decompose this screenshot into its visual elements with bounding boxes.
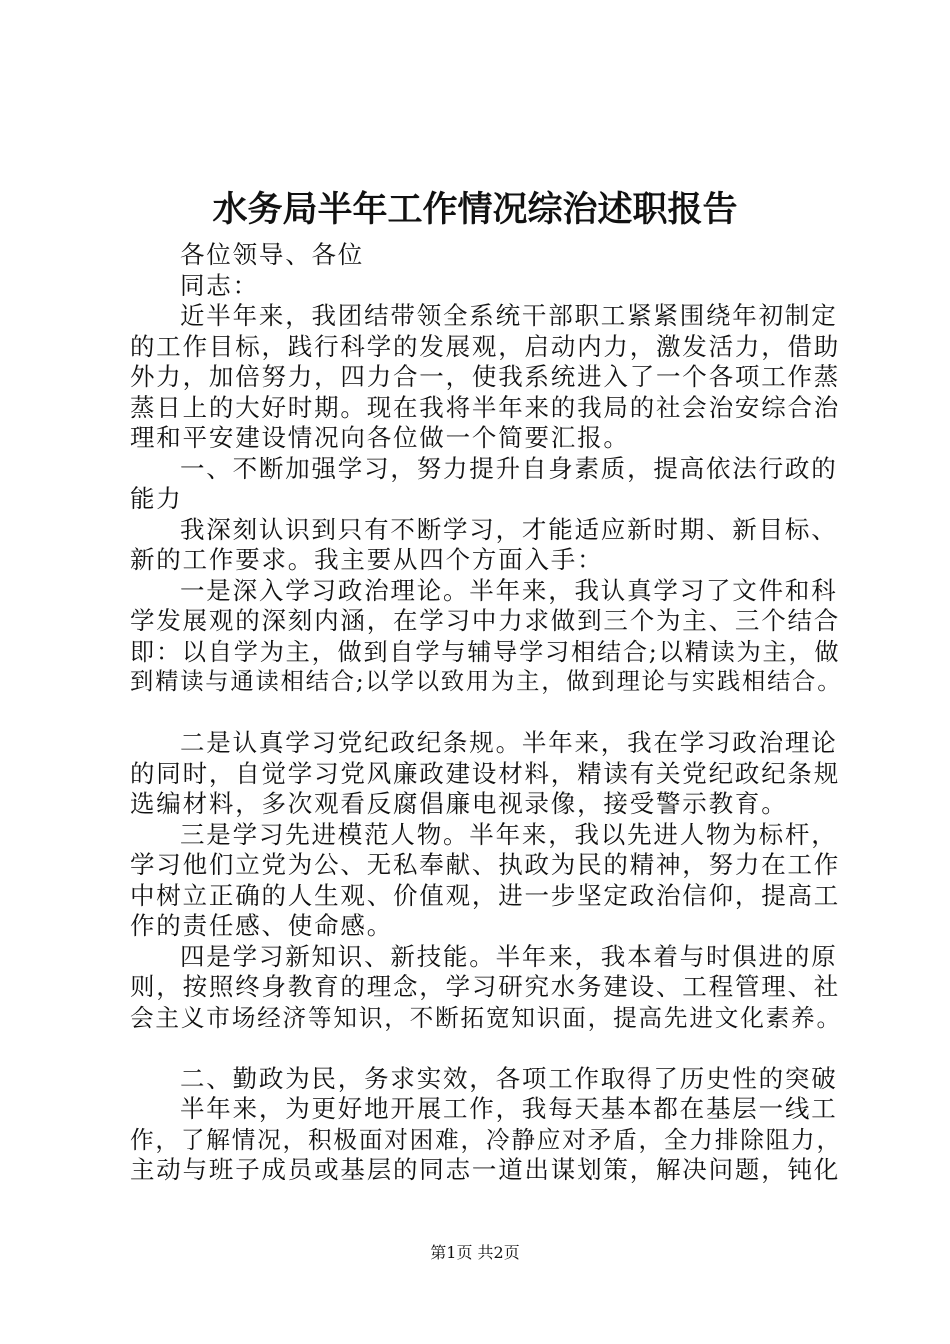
- text-line: 我深刻认识到只有不断学习，才能适应新时期、新目标、: [180, 514, 838, 544]
- text-line: 一是深入学习政治理论。半年来，我认真学习了文件和科: [180, 575, 838, 605]
- text-line: 三是学习先进模范人物。半年来，我以先进人物为标杆，: [180, 819, 838, 849]
- text-line: 二、勤政为民，务求实效，各项工作取得了历史性的突破: [180, 1063, 838, 1093]
- text-line: 外力，加倍努力，四力合一，使我系统进入了一个各项工作蒸: [130, 362, 841, 391]
- document-body: [130, 240, 843, 1186]
- text-line: 半年来，为更好地开展工作，我每天基本都在基层一线工: [180, 1094, 838, 1123]
- text-line: 近半年来，我团结带领全系统干部职工紧紧围绕年初制定: [180, 301, 838, 330]
- text-line: 作的责任感、使命感。: [130, 911, 393, 940]
- text-line: 会主义市场经济等知识，不断拓宽知识面，提高先进文化素养。: [130, 1003, 842, 1032]
- blank-line: [130, 698, 835, 729]
- text-line: 中树立正确的人生观、价值观，进一步坚定政治信仰，提高工: [130, 880, 841, 910]
- text-line: 学习他们立党为公、无私奉献、执政为民的精神，努力在工作: [130, 850, 841, 879]
- page-footer: 第1页 共2页: [430, 1243, 520, 1262]
- text-line: 主动与班子成员或基层的同志一道出谋划策，解决问题，钝化: [130, 1155, 841, 1184]
- text-line: 理和平安建设情况向各位做一个简要汇报。: [130, 423, 630, 452]
- text-line: 新的工作要求。我主要从四个方面入手：: [130, 545, 604, 574]
- text-line: 的工作目标，践行科学的发展观，启动内力，激发活力，借助: [130, 331, 841, 361]
- text-line: 的同时，自觉学习党风廉政建设材料，精读有关党纪政纪条规: [130, 758, 841, 788]
- text-line: 一、不断加强学习，努力提升自身素质，提高依法行政的: [180, 453, 838, 483]
- document-title: 水务局半年工作情况综治述职报告: [212, 189, 738, 230]
- text-line: 各位领导、各位: [180, 240, 365, 269]
- text-line: 蒸日上的大好时期。现在我将半年来的我局的社会治安综合治: [130, 392, 841, 422]
- text-line: 学发展观的深刻内涵，在学习中力求做到三个为主、三个结合: [130, 606, 841, 635]
- text-line: 能力: [130, 484, 183, 513]
- text-line: 即：以自学为主，做到自学与辅导学习相结合;以精读为主，做: [130, 637, 841, 666]
- text-line: 选编材料，多次观看反腐倡廉电视录像，接受警示教育。: [130, 789, 788, 818]
- text-line: 四是学习新知识、新技能。半年来，我本着与时俱进的原: [180, 941, 838, 971]
- text-line: 则，按照终身教育的理念，学习研究水务建设、工程管理、社: [130, 972, 841, 1001]
- text-line: 同志：: [180, 270, 259, 300]
- text-line: 二是认真学习党纪政纪条规。半年来，我在学习政治理论: [180, 728, 838, 757]
- text-line: 到精读与通读相结合;以学以致用为主，做到理论与实践相结合。: [130, 668, 843, 695]
- text-line: 作，了解情况，积极面对困难，冷静应对矛盾，全力排除阻力，: [130, 1125, 842, 1154]
- blank-line: [130, 1033, 835, 1064]
